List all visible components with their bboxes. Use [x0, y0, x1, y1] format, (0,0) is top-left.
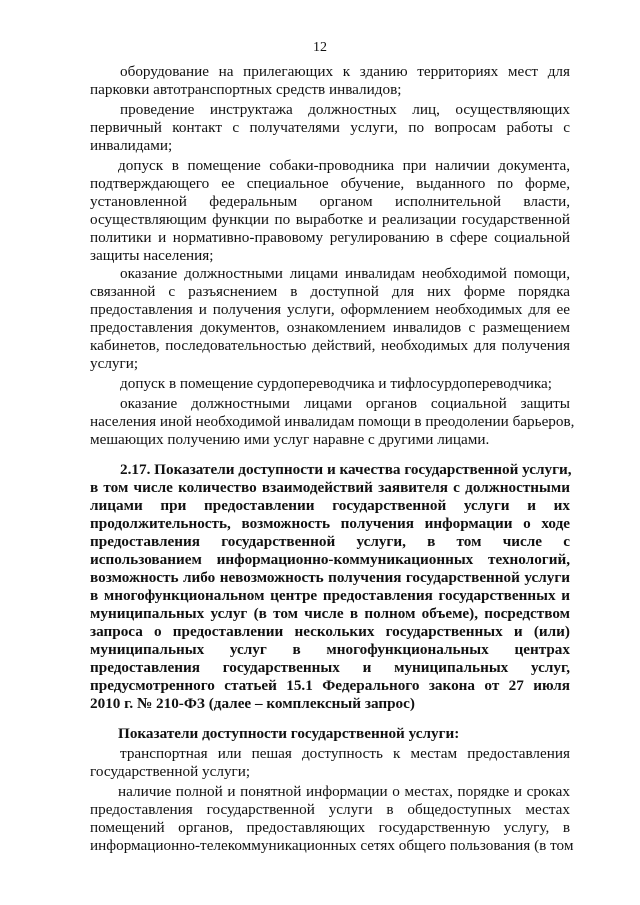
- section-heading-line: муниципальных услуг в многофункциональных центрах: [90, 641, 570, 658]
- text-line: транспортная или пешая доступность к местам предоставления: [120, 745, 570, 762]
- text-line: государственной услуги;: [90, 763, 251, 780]
- subheading: Показатели доступности государственной услуги:: [118, 725, 460, 742]
- text-line: проведение инструктажа должностных лиц, осуществляющих: [120, 101, 570, 118]
- section-heading-line: лицами при предоставлении государственной услуги и их: [90, 497, 570, 514]
- section-heading-line: предусмотренного статьей 15.1 Федерального закона от 27 июля: [90, 677, 570, 694]
- section-heading-line: муниципальных услуг (в том числе в полном объеме), посредством: [90, 605, 570, 622]
- text-line: наличие полной и понятной информации о местах, порядке и сроках: [118, 783, 570, 800]
- text-line: оборудование на прилегающих к зданию территориях мест для: [120, 63, 570, 80]
- text-line: оказание должностными лицами органов социальной защиты: [120, 395, 570, 412]
- text-line: первичный контакт с получателями услуги, по вопросам работы с: [90, 119, 570, 136]
- text-line: парковки автотранспортных средств инвалидов;: [90, 81, 402, 98]
- text-line: кабинетов, последовательностью действий, необходимых для получения: [90, 337, 570, 354]
- section-heading-line: в том числе количество взаимодействий заявителя с должностными: [90, 479, 570, 496]
- text-line: подтверждающего ее специальное обучение, выданного по форме,: [90, 175, 570, 192]
- text-line: населения иной необходимой инвалидам помощи в преодолении барьеров,: [90, 413, 575, 430]
- text-line: мешающих получению ими услуг наравне с другими лицами.: [90, 431, 490, 448]
- section-heading-line: предоставления государственной услуги, в том числе с: [90, 533, 570, 550]
- text-line: услуги;: [90, 355, 139, 372]
- text-line: инвалидами;: [90, 137, 173, 154]
- section-heading-line: предоставления государственных и муниципальных услуг,: [90, 659, 570, 676]
- text-line: осуществляющим функции по выработке и реализации государственной: [90, 211, 570, 228]
- text-line: оказание должностными лицами инвалидам необходимой помощи,: [120, 265, 570, 282]
- text-line: предоставления и получения услуги, оформлением необходимых для ее: [90, 301, 570, 318]
- text-line: допуск в помещение сурдопереводчика и тифлосурдопереводчика;: [120, 375, 552, 392]
- text-line: информационно-телекоммуникационных сетях общего пользования (в том: [90, 837, 574, 854]
- text-line: помещений органов, предоставляющих государственную услугу, в: [90, 819, 570, 836]
- text-line: установленной федеральным органом исполнительной власти,: [90, 193, 570, 210]
- text-line: политики и нормативно-правовому регулированию в сфере социальной: [90, 229, 570, 246]
- section-heading-line: 2.17. Показатели доступности и качества государственной услуги,: [120, 461, 572, 478]
- section-heading-line: возможность либо невозможность получения государственной услуги: [90, 569, 570, 586]
- section-heading-line: продолжительность, возможность получения информации о ходе: [90, 515, 570, 532]
- text-line: допуск в помещение собаки-проводника при наличии документа,: [118, 157, 570, 174]
- text-line: связанной с разъяснением в доступной для них форме порядка: [90, 283, 570, 300]
- page-number: 12: [313, 40, 327, 55]
- section-heading-line: в многофункциональном центре предоставления государственных и: [90, 587, 570, 604]
- text-line: предоставления государственной услуги в общедоступных местах: [90, 801, 570, 818]
- text-line: защиты населения;: [90, 247, 214, 264]
- text-line: предоставления документов, ознакомлением инвалидов с размещением: [90, 319, 570, 336]
- section-heading-line: использованием информационно-коммуникационных технологий,: [90, 551, 570, 568]
- section-heading-line: запроса о предоставлении нескольких государственных и (или): [90, 623, 570, 640]
- section-heading-line: 2010 г. № 210-ФЗ (далее – комплексный запрос): [90, 695, 415, 712]
